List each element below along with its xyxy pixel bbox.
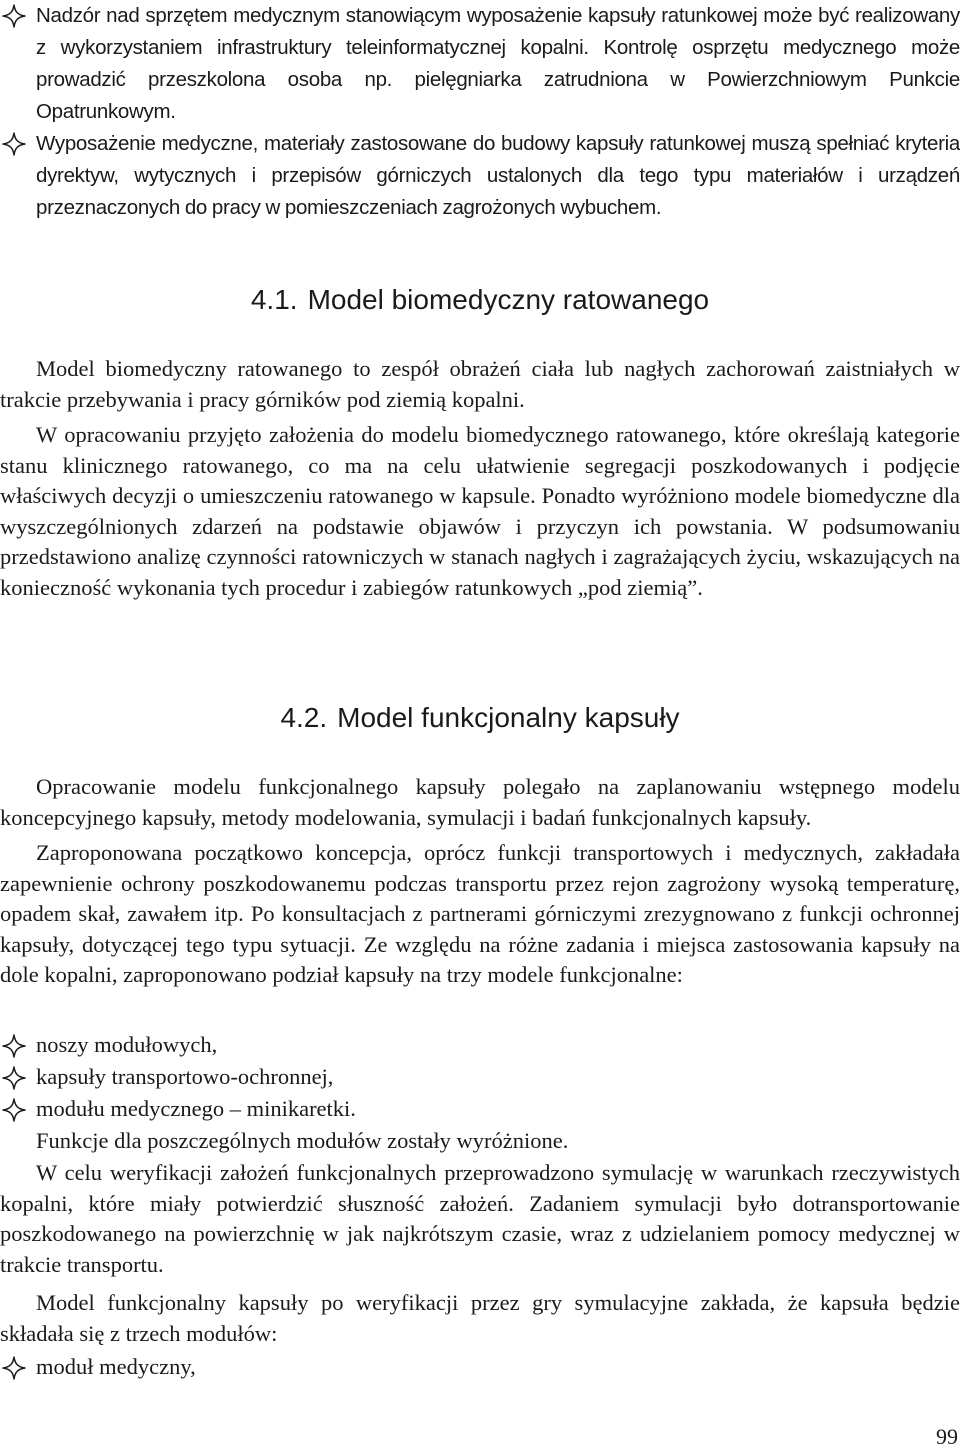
list-item-text: moduł medyczny, xyxy=(36,1354,196,1379)
four-point-star-icon xyxy=(2,132,26,156)
bullet-text: Nadzór nad sprzętem medycznym stanowiącym wyposażenie kapsuły ratunkowej może być realizowany z wykorzystaniem infrastruktury teleinformatycznej kopalni. Kontrolę osprzętu medycznego może prowadzić przeszkolona osoba np. pielęgniarka zatrudniona w Powierzchniowym Punkcie Opatrunkowym. xyxy=(36,4,960,123)
list-item-text: noszy modułowych, xyxy=(36,1032,218,1057)
four-point-star-icon xyxy=(2,1098,26,1122)
section-heading xyxy=(0,284,960,316)
four-point-star-icon xyxy=(2,1034,26,1058)
paragraph: Zaproponowana początkowo koncepcja, oprócz funkcji transportowych i medycznych, zakładała zapewnienie ochrony poszkodowanemu podczas transportu przez rejon zagrożony wysoką temperaturę, opadem skał, zawałem itp. Po konsultacjach z partnerami górniczymi zrezygnowano z funkcji ochronnej kapsuły, dotyczącej tego typu sytuacji. Ze względu na różne zadania i miejsca zastosowania kapsuły na dole kopalni, zaproponowano podział kapsuły na trzy modele funkcjonalne: xyxy=(0,840,960,987)
paragraph: W opracowaniu przyjęto założenia do modelu biomedycznego ratowanego, które określają kategorie stanu klinicznego ratowanego, co ma na celu ułatwienie segregacji poszkodowanych i podjęcie właściwych decyzji o umieszczeniu ratowanego w kapsule. Ponadto wyróżniono modele biomedyczne dla wyszczególnionych zdarzeń na podstawie objawów i przyczyn ich powstania. W podsumowaniu przedstawiono analizę czynności ratowniczych w stanach nagłych i zagrażających życiu, wskazujących na konieczność wykonania tych procedur i zabiegów ratunkowych „pod ziemią”. xyxy=(0,422,960,600)
page-number: 99 xyxy=(936,1424,958,1449)
section-number: 4.1. xyxy=(250,284,298,315)
list-item xyxy=(0,1030,960,1061)
section-title: Model biomedyczny ratowanego xyxy=(307,284,710,315)
section-heading xyxy=(0,702,960,734)
bullet-item xyxy=(0,0,960,128)
bullet-text: Wyposażenie medyczne, materiały zastosowane do budowy kapsuły ratunkowej muszą spełniać kryteria dyrektyw, wytycznych i przepisów górniczych ustalonych dla tego typu materiałów i urządzeń przeznaczonych do pracy w pomieszczeniach zagrożonych wybuchem. xyxy=(36,132,960,219)
list-item-text: kapsuły transportowo-ochronnej, xyxy=(36,1064,334,1089)
list-item xyxy=(0,1352,960,1383)
paragraph: Model funkcjonalny kapsuły po weryfikacji przez gry symulacyjne zakłada, że kapsuła będzie składała się z trzech modułów: xyxy=(0,1290,960,1346)
paragraph: W celu weryfikacji założeń funkcjonalnych przeprowadzono symulację w warunkach rzeczywistych kopalni, które miały potwierdzić słuszność założeń. Zadaniem symulacji było dotransportowanie poszkodowanego na powierzchnię w jak najkrótszym czasie, wraz z udzielaniem pomocy medycznej w trakcie transportu. xyxy=(0,1160,960,1277)
four-point-star-icon xyxy=(2,4,26,28)
section-title: Model funkcjonalny kapsuły xyxy=(337,702,680,733)
paragraph: Funkcje dla poszczególnych modułów zostały wyróżnione. xyxy=(36,1128,569,1153)
list-item-text: modułu medycznego – minikaretki. xyxy=(36,1096,356,1121)
list-item xyxy=(0,1094,960,1125)
paragraph: Opracowanie modelu funkcjonalnego kapsuły polegało na zaplanowaniu wstępnego modelu koncepcyjnego kapsuły, metody modelowania, symulacji i badań funkcjonalnych kapsuły. xyxy=(0,774,960,830)
paragraph: Model biomedyczny ratowanego to zespół obrażeń ciała lub nagłych zachorowań zaistniałych w trakcie przebywania i pracy górników pod ziemią kopalni. xyxy=(0,356,960,412)
four-point-star-icon xyxy=(2,1356,26,1380)
section-number: 4.2. xyxy=(280,702,328,733)
four-point-star-icon xyxy=(2,1066,26,1090)
list-item xyxy=(0,1062,960,1093)
bullet-item xyxy=(0,128,960,224)
